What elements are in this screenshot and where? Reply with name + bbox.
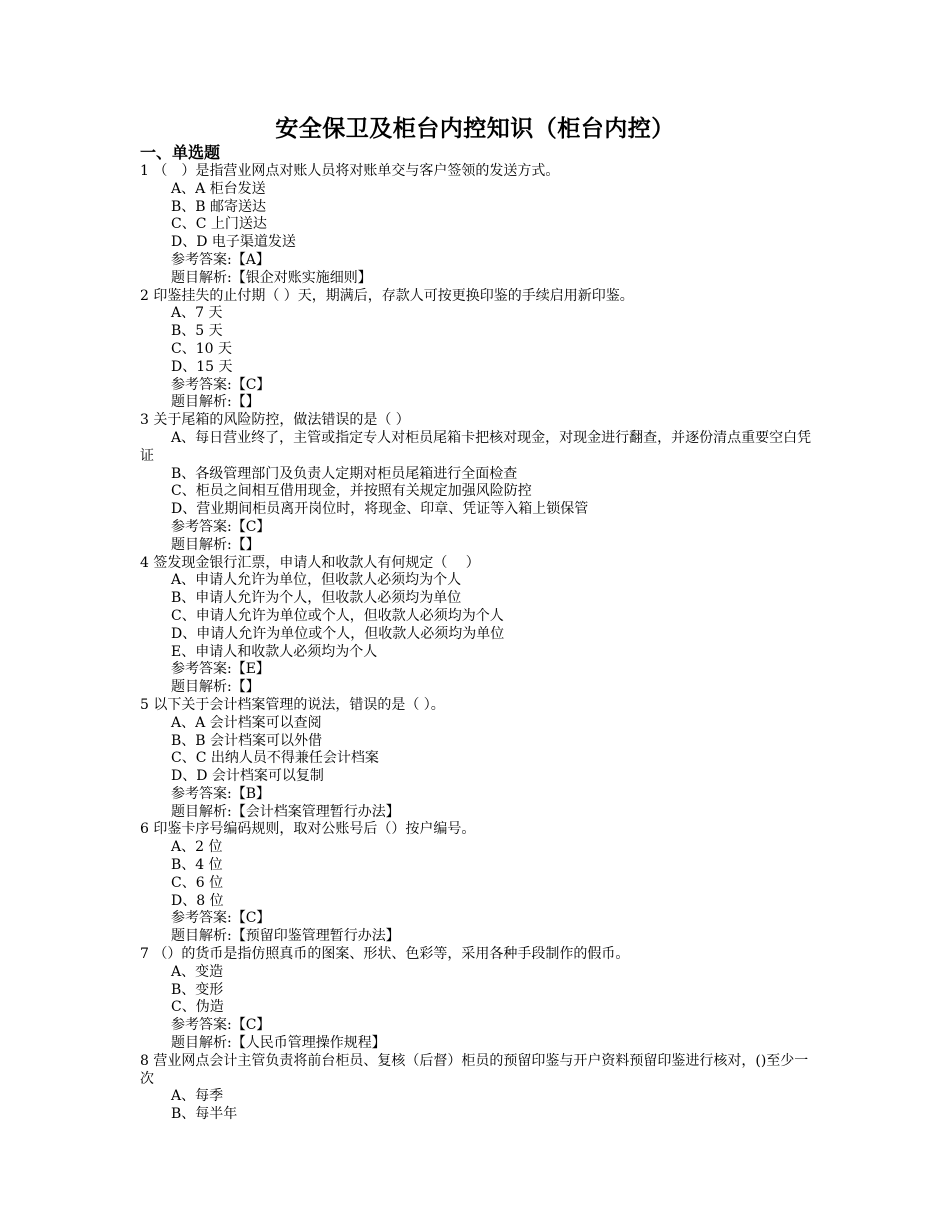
- answer: 参考答案:【C】: [171, 910, 271, 927]
- option-b: B、4 位: [171, 857, 223, 874]
- answer: 参考答案:【E】: [171, 661, 270, 678]
- option-d: D、D 会计档案可以复制: [171, 768, 324, 785]
- question-stem: 3 关于尾箱的风险防控，做法错误的是（ ）: [140, 412, 410, 429]
- analysis: 题目解析:【】: [171, 679, 260, 696]
- section-title: 一、单选题: [140, 143, 221, 162]
- option-b: B、5 天: [171, 323, 223, 340]
- option-a: A、A 柜台发送: [171, 180, 266, 197]
- answer: 参考答案:【C】: [171, 518, 271, 535]
- document-body: [140, 143, 820, 1124]
- option-a: A、A 会计档案可以查阅: [171, 714, 322, 731]
- option-c: C、6 位: [171, 874, 224, 891]
- question-stem: 6 印鉴卡序号编码规则，取对公账号后（）按户编号。: [140, 821, 476, 838]
- answer: 参考答案:【C】: [171, 1017, 271, 1034]
- option-b: B、B 邮寄送达: [171, 198, 267, 215]
- analysis: 题目解析:【预留印鉴管理暂行办法】: [171, 928, 400, 945]
- option-c: C、C 出纳人员不得兼任会计档案: [171, 750, 379, 767]
- analysis: 题目解析:【】: [171, 536, 260, 553]
- question-stem: 8 营业网点会计主管负责将前台柜员、复核（后督）柜员的预留印鉴与开户资料预留印鉴进行核对，()至少一次: [140, 1052, 809, 1087]
- analysis: 题目解析:【会计档案管理暂行办法】: [171, 803, 400, 820]
- option-c: C、C 上门送达: [171, 216, 267, 233]
- option-c: C、伪造: [171, 999, 224, 1016]
- option-a: A、7 天: [171, 305, 223, 322]
- question-7: [140, 946, 820, 1053]
- option-a: A、每季: [171, 1088, 224, 1105]
- option-b: B、B 会计档案可以外借: [171, 732, 323, 749]
- option-b: B、变形: [171, 981, 224, 998]
- option-c: C、申请人允许为单位或个人，但收款人必须均为个人: [171, 607, 504, 624]
- question-stem: 7 （）的货币是指仿照真币的图案、形状、色彩等，采用各种手段制作的假币。: [140, 946, 630, 963]
- question-4: [140, 555, 820, 697]
- answer: 参考答案:【B】: [171, 785, 271, 802]
- answer: 参考答案:【A】: [171, 251, 270, 268]
- option-a: A、变造: [171, 963, 224, 980]
- document-title: 安全保卫及柜台内控知识（柜台内控）: [275, 115, 675, 142]
- question-stem: 2 印鉴挂失的止付期（ ）天，期满后，存款人可按更换印鉴的手续启用新印鉴。: [140, 287, 634, 304]
- answer: 参考答案:【C】: [171, 376, 271, 393]
- option-a: A、申请人允许为单位，但收款人必须均为个人: [171, 572, 462, 589]
- option-b: B、申请人允许为个人，但收款人必须均为单位: [171, 590, 462, 607]
- question-2: [140, 288, 820, 413]
- question-6: [140, 821, 820, 946]
- option-d: D、申请人允许为单位或个人，但收款人必须均为单位: [171, 625, 505, 642]
- question-stem: 4 签发现金银行汇票，申请人和收款人有何规定（ ）: [140, 554, 480, 571]
- question-5: [140, 697, 820, 822]
- option-a: A、每日营业终了，主管或指定专人对柜员尾箱卡把核对现金，对现金进行翻查，并逐份清点重要空白凭证: [140, 429, 812, 464]
- option-d: D、营业期间柜员离开岗位时，将现金、印章、凭证等入箱上锁保管: [171, 501, 589, 518]
- option-d: D、D 电子渠道发送: [171, 234, 296, 251]
- option-e: E、申请人和收款人必须均为个人: [171, 643, 378, 660]
- analysis: 题目解析:【银企对账实施细则】: [171, 269, 372, 286]
- option-a: A、2 位: [171, 839, 223, 856]
- question-8: [140, 1053, 820, 1124]
- question-stem: 5 以下关于会计档案管理的说法，错误的是（ ）。: [140, 696, 445, 713]
- option-d: D、8 位: [171, 892, 224, 909]
- analysis: 题目解析:【】: [171, 394, 260, 411]
- option-c: C、柜员之间相互借用现金，并按照有关规定加强风险防控: [171, 483, 532, 500]
- question-1: [140, 163, 820, 288]
- question-stem: 1 （ ）是指营业网点对账人员将对账单交与客户签领的发送方式。: [140, 163, 560, 179]
- option-c: C、10 天: [171, 340, 232, 357]
- question-3: [140, 412, 820, 554]
- analysis: 题目解析:【人民币管理操作规程】: [171, 1035, 386, 1052]
- option-b: B、各级管理部门及负责人定期对柜员尾箱进行全面检查: [171, 465, 518, 482]
- option-b: B、每半年: [171, 1106, 238, 1123]
- option-d: D、15 天: [171, 358, 233, 375]
